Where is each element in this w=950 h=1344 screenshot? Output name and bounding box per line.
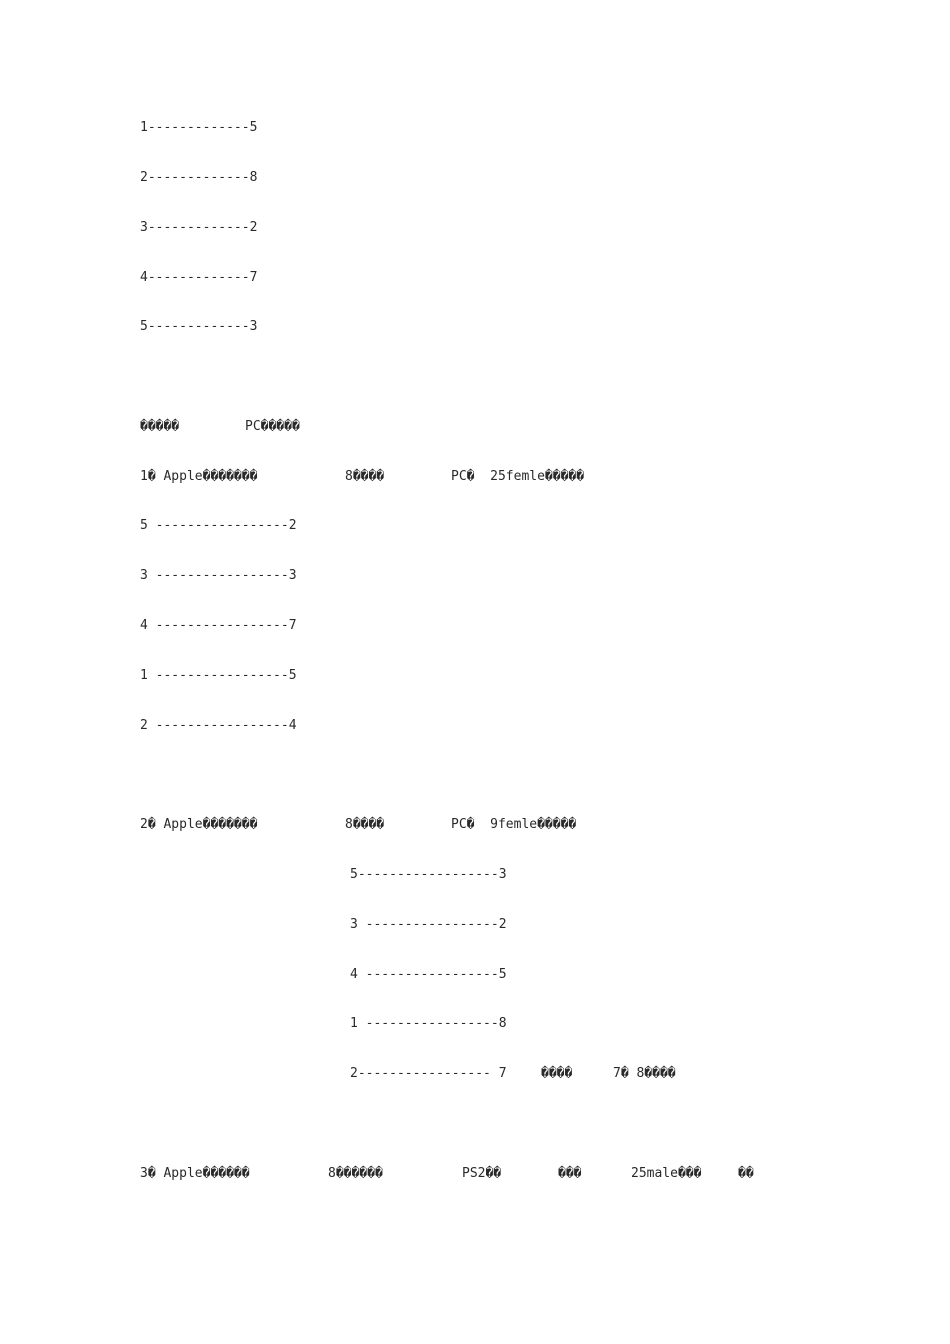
section3-pins: 8������ [328,1166,383,1181]
pin-map-row: 1 -----------------5 [140,668,297,683]
section3-male: 25male��� [631,1166,702,1181]
pin-map-row: 3 -----------------2 [350,917,507,932]
pin-map-row: 5------------------3 [350,867,507,882]
section1-pc: PC� 25femle����� [451,469,585,484]
section-heading-left: ����� [140,419,180,434]
pin-map-row: 4-------------7 [140,270,258,285]
section3-end: �� [738,1166,754,1181]
pin-map-row: 3-------------2 [140,220,258,235]
pin-map-row: 2----------------- 7 [350,1066,507,1081]
section2-pc: PC� 9femle����� [451,817,577,832]
pin-map-row: 5 -----------------2 [140,518,297,533]
section3-title: 3� Apple������ [140,1166,250,1181]
section2-pins: 8���� [345,817,385,832]
section3-ps2: PS2�� [462,1166,502,1181]
pin-map-note: 7� 8���� [613,1066,676,1081]
pin-map-row: 2-------------8 [140,170,258,185]
section-heading-right: PC����� [245,419,300,434]
pin-map-note: ���� [541,1066,573,1081]
section2-title: 2� Apple������� [140,817,258,832]
pin-map-row: 4 -----------------5 [350,967,507,982]
pin-map-row: 4 -----------------7 [140,618,297,633]
pin-map-row: 3 -----------------3 [140,568,297,583]
pin-map-row: 2 -----------------4 [140,718,297,733]
pin-map-row: 1-------------5 [140,120,258,135]
section1-title: 1� Apple������� [140,469,258,484]
section1-pins: 8���� [345,469,385,484]
section3-mid: ��� [558,1166,582,1181]
pin-map-row: 1 -----------------8 [350,1016,507,1031]
pin-map-row: 5-------------3 [140,319,258,334]
